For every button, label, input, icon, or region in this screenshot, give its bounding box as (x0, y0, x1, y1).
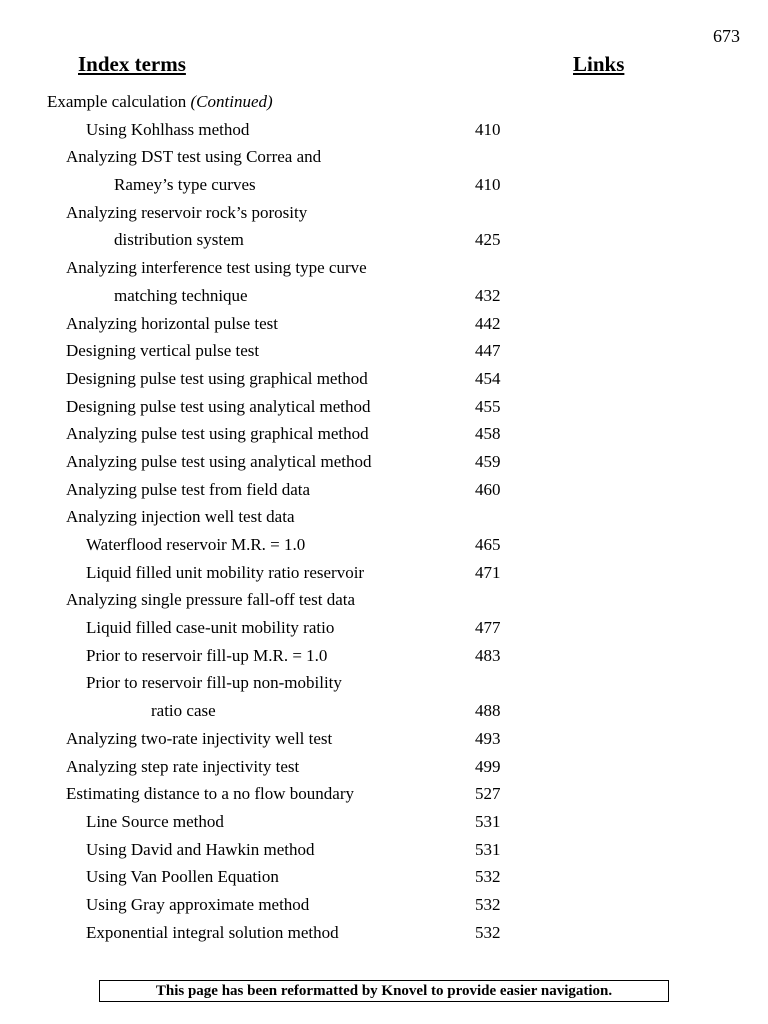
index-term-text: Using Gray approximate method (86, 894, 310, 914)
index-term (86, 891, 309, 919)
index-term (86, 836, 315, 864)
page-link[interactable]: 447 (475, 341, 501, 361)
index-term-text: Analyzing pulse test using analytical method (66, 451, 372, 471)
page-link[interactable]: 527 (475, 784, 501, 804)
index-term-text: Designing pulse test using analytical method (66, 396, 371, 416)
page-link[interactable]: 459 (475, 451, 501, 471)
index-entry (0, 448, 768, 476)
index-term-text: Analyzing two-rate injectivity well test (66, 728, 333, 748)
page-link[interactable]: 531 (475, 811, 501, 831)
index-term-text: Waterflood reservoir M.R. = 1.0 (86, 535, 306, 554)
page-link[interactable]: 410 (475, 175, 501, 195)
index-term-text: Prior to reservoir fill-up M.R. = 1.0 (86, 645, 328, 665)
index-entry (0, 586, 768, 614)
index-term (66, 365, 368, 393)
index-term-text: Analyzing step rate injectivity test (66, 756, 300, 776)
continued-label: (Continued) (190, 92, 273, 111)
index-entry (0, 891, 768, 919)
index-term-text: Analyzing pulse test using graphical method (66, 424, 369, 444)
index-term (86, 919, 339, 947)
index-term (66, 143, 321, 171)
page-link[interactable]: 532 (475, 867, 501, 887)
index-term (66, 420, 369, 448)
page-link[interactable]: 477 (475, 618, 501, 638)
index-entry (0, 669, 768, 697)
index-term (66, 780, 354, 808)
index-terms-header: Index terms (78, 52, 186, 76)
index-term (86, 559, 364, 587)
index-term (66, 337, 259, 365)
index-entry (0, 919, 768, 947)
page-link[interactable]: 488 (475, 701, 501, 721)
index-entry (0, 337, 768, 365)
index-term-text: Example calculation (47, 92, 187, 111)
page-link[interactable]: 432 (475, 285, 501, 305)
knovel-footer-note: This page has been reformatted by Knovel to provide easier navigation. (99, 980, 669, 1002)
page-link[interactable]: 532 (475, 894, 501, 914)
page-link[interactable]: 493 (475, 728, 501, 748)
index-term-text: Analyzing injection well test data (66, 507, 295, 527)
page-link[interactable]: 499 (475, 756, 501, 776)
index-term (86, 642, 327, 670)
page-link[interactable]: 460 (475, 479, 501, 499)
index-entry (0, 199, 768, 227)
index-entry-list (0, 88, 768, 946)
index-entry (0, 503, 768, 531)
index-term (86, 863, 279, 891)
index-term-text: Analyzing single pressure fall-off test data (66, 590, 356, 610)
index-term-text: Ramey’s type curves (114, 175, 256, 195)
index-term (66, 725, 332, 753)
index-term (66, 448, 371, 476)
index-term-text: Using Van Poollen Equation (86, 867, 279, 887)
index-entry (0, 365, 768, 393)
page-link[interactable]: 455 (475, 396, 501, 416)
index-term-text: ratio case (151, 701, 216, 721)
index-entry (0, 171, 768, 199)
index-term (66, 753, 299, 781)
index-term-text: Designing pulse test using graphical method (66, 368, 368, 388)
index-entry (0, 725, 768, 753)
index-term (86, 614, 334, 642)
index-term-text: Line Source method (86, 811, 224, 831)
index-term-text: Analyzing interference test using type curve (66, 258, 367, 278)
index-term (86, 808, 224, 836)
index-term-text: Designing vertical pulse test (66, 341, 260, 361)
index-entry (0, 863, 768, 891)
page-link[interactable]: 425 (475, 230, 501, 250)
index-entry (0, 88, 768, 116)
index-entry (0, 753, 768, 781)
index-term-text: Liquid filled case-unit mobility ratio (86, 618, 335, 638)
index-entry (0, 808, 768, 836)
index-entry (0, 420, 768, 448)
index-entry (0, 393, 768, 421)
index-term-text: Analyzing DST test using Correa and (66, 147, 322, 167)
index-term (151, 697, 216, 725)
links-header: Links (573, 52, 625, 76)
index-term-text: Analyzing horizontal pulse test (66, 313, 278, 333)
index-term-text: Using Kohlhass method (86, 119, 250, 139)
index-term (66, 586, 355, 614)
index-entry (0, 836, 768, 864)
page-link[interactable]: 465 (475, 535, 501, 554)
index-term-text: Prior to reservoir fill-up non-mobility (86, 673, 342, 693)
index-term (66, 476, 310, 504)
index-term-text: Estimating distance to a no flow boundary (66, 784, 354, 804)
index-term (86, 669, 342, 697)
index-term-text: distribution system (114, 230, 244, 250)
index-term-text: Liquid filled unit mobility ratio reservoir (86, 562, 365, 582)
index-term-text: Using David and Hawkin method (86, 839, 315, 859)
index-entry (0, 254, 768, 282)
page-link[interactable]: 410 (475, 119, 501, 139)
page-link[interactable]: 531 (475, 839, 501, 859)
index-entry (0, 559, 768, 587)
index-entry (0, 614, 768, 642)
index-entry (0, 143, 768, 171)
index-term-text: Analyzing reservoir rock’s porosity (66, 202, 308, 222)
index-term (66, 393, 371, 421)
index-term (114, 226, 244, 254)
page-link[interactable]: 458 (475, 424, 501, 444)
index-term (114, 171, 256, 199)
index-term (66, 199, 307, 227)
index-term (66, 310, 278, 338)
index-entry (0, 476, 768, 504)
index-term-text: Analyzing pulse test from field data (66, 479, 311, 499)
index-term (47, 88, 273, 116)
index-entry (0, 531, 768, 559)
index-entry (0, 282, 768, 310)
page-link[interactable]: 532 (475, 922, 501, 942)
index-term (114, 282, 248, 310)
index-term (86, 116, 249, 144)
index-entry (0, 226, 768, 254)
page-link[interactable]: 483 (475, 645, 501, 665)
page-number: 673 (713, 26, 740, 46)
index-entry (0, 642, 768, 670)
page-link[interactable]: 442 (475, 313, 501, 333)
index-term (66, 503, 295, 531)
index-entry (0, 780, 768, 808)
index-entry (0, 310, 768, 338)
index-entry (0, 116, 768, 144)
index-term (66, 254, 367, 282)
page-link[interactable]: 454 (475, 368, 501, 388)
index-term-text: Exponential integral solution method (86, 922, 339, 942)
page-link[interactable]: 471 (475, 562, 501, 582)
index-term (86, 531, 305, 559)
index-term-text: matching technique (114, 285, 248, 305)
index-entry (0, 697, 768, 725)
